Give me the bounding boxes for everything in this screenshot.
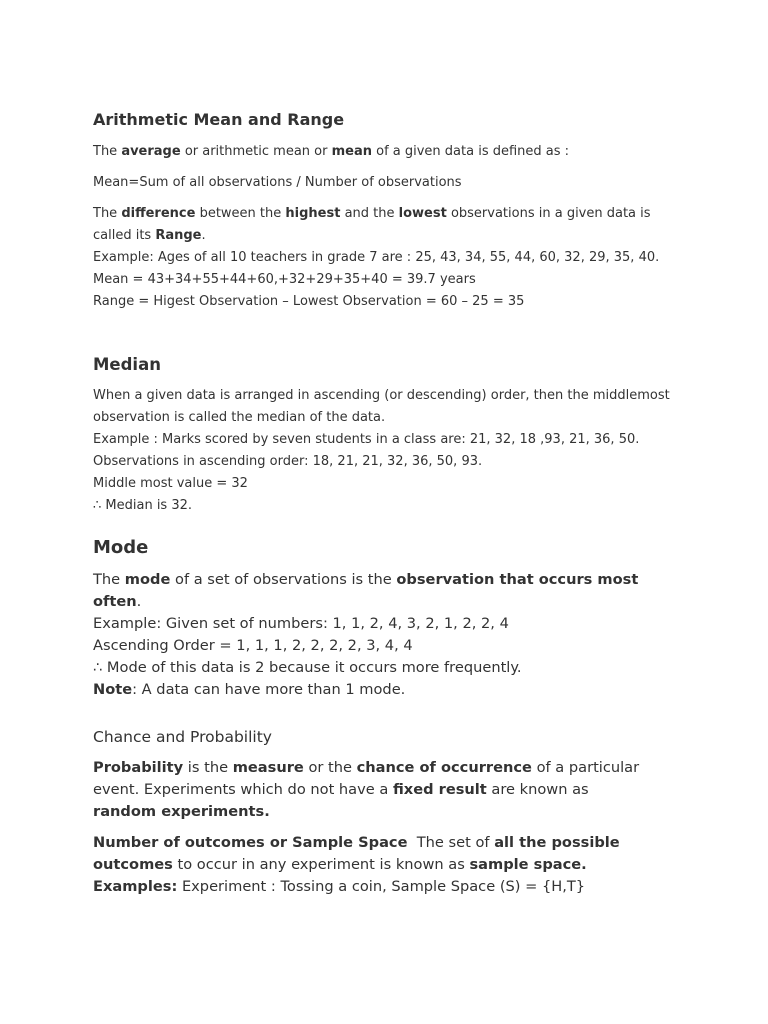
mode-example: Example: Given set of numbers: 1, 1, 2, 4, 3, 2, 1, 2, 2, 4 (93, 615, 509, 632)
mode-definition: The mode of a set of observations is the observation that occurs most often. (93, 571, 639, 610)
heading-arithmetic-mean-range: Arithmetic Mean and Range (93, 110, 345, 129)
mode-ascending-order: Ascending Order = 1, 1, 1, 2, 2, 2, 2, 3, 4, 4 (93, 637, 413, 654)
median-definition: When a given data is arranged in ascending (or descending) order, then the middlemost observation is called the median of the data. (93, 388, 670, 425)
heading-mode: Mode (93, 537, 149, 558)
sample-space-example: Examples: Experiment : Tossing a coin, Sample Space (S) = {H,T} (93, 878, 586, 895)
median-ascending-order: Observations in ascending order: 18, 21, 21, 32, 36, 50, 93. (93, 454, 483, 469)
mean-example: Example: Ages of all 10 teachers in grade 7 are : 25, 43, 34, 55, 44, 60, 32, 29, 35, 40. (93, 250, 660, 265)
heading-median: Median (93, 355, 161, 374)
range-calculation: Range = Higest Observation – Lowest Observation = 60 – 25 = 35 (93, 294, 525, 309)
mean-calculation: Mean = 43+34+55+44+60,+32+29+35+40 = 39.7 years (93, 272, 476, 287)
probability-definition: Probability is the measure or the chance of occurrence of a particular event. Experiments which do not have a fixed result are known as random experiments. (93, 759, 640, 820)
sample-space-block (93, 832, 683, 898)
mean-definition-paragraph: The average or arithmetic mean or mean of a given data is defined as : (93, 144, 570, 159)
range-block (93, 203, 683, 313)
range-definition-paragraph: The difference between the highest and the lowest observations in a given data is called its Range. (93, 206, 651, 243)
mode-block (93, 569, 683, 701)
heading-chance-probability: Chance and Probability (93, 728, 272, 746)
median-middle-value: Middle most value = 32 (93, 476, 248, 491)
mean-formula: Mean=Sum of all observations / Number of observations (93, 175, 462, 190)
mode-note: Note: A data can have more than 1 mode. (93, 681, 406, 698)
median-example: Example : Marks scored by seven students in a class are: 21, 32, 18 ,93, 21, 36, 50. (93, 432, 640, 447)
sample-space-definition: Number of outcomes or Sample Space The set of all the possible outcomes to occur in any experiment is known as sample space. (93, 834, 620, 873)
mode-conclusion: ∴ Mode of this data is 2 because it occurs more frequently. (93, 659, 522, 676)
median-conclusion: ∴ Median is 32. (93, 498, 193, 513)
median-block (93, 385, 683, 517)
